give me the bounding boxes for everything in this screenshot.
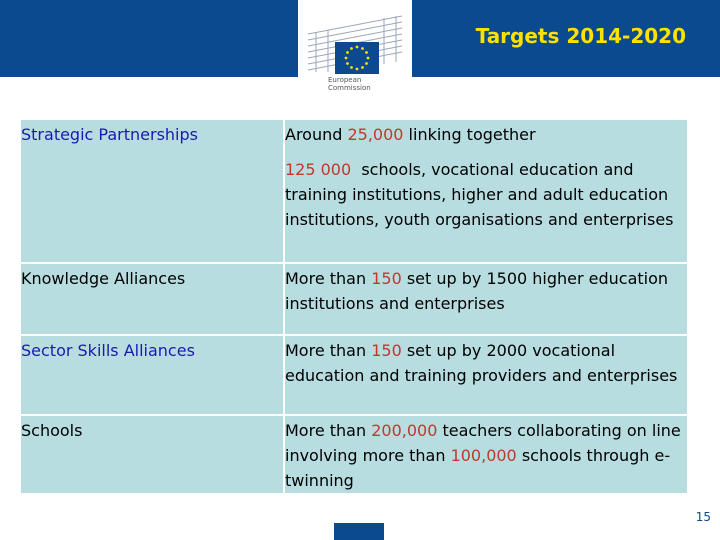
table-row: [21, 120, 687, 264]
eu-flag-icon: [335, 42, 379, 74]
table-row: [21, 416, 687, 495]
row-label-strategic-partnerships: Strategic Partnerships: [21, 120, 283, 264]
row-label-sector-skills-alliances: Sector Skills Alliances: [21, 336, 283, 416]
row-label-schools: Schools: [21, 416, 283, 495]
desc-line-1: Around 25,000 linking together: [285, 125, 536, 144]
highlight-number: 125 000: [285, 160, 352, 179]
highlight-number: 150: [371, 341, 402, 360]
highlight-number: 100,000: [450, 446, 517, 465]
highlight-number: 200,000: [371, 421, 438, 440]
row-desc-sector-skills-alliances: More than 150 set up by 2000 vocational education and training providers and enterprises: [283, 336, 687, 416]
logo-caption: [328, 76, 371, 92]
row-label-knowledge-alliances: Knowledge Alliances: [21, 264, 283, 336]
row-desc-schools: More than 200,000 teachers collaborating on line involving more than 100,000 schools through e-twinning: [283, 416, 687, 495]
page-number: 15: [695, 510, 711, 524]
targets-table: [21, 120, 687, 495]
table-row: [21, 264, 687, 336]
logo-text-european: European: [328, 76, 362, 84]
row-desc-strategic-partnerships: [283, 120, 687, 264]
table-row: [21, 336, 687, 416]
row-desc-knowledge-alliances: More than 150 set up by 1500 higher education institutions and enterprises: [283, 264, 687, 336]
highlight-number: 25,000: [347, 125, 404, 144]
footer-accent-bar: [334, 523, 384, 540]
page-title: Targets 2014-2020: [475, 24, 686, 48]
highlight-number: 150: [371, 269, 402, 288]
logo-text-commission: Commission: [328, 84, 371, 92]
desc-line-2: 125 000 schools, vocational education and training institutions, higher and adult education institutions, youth organisations and enterprises: [285, 160, 674, 229]
